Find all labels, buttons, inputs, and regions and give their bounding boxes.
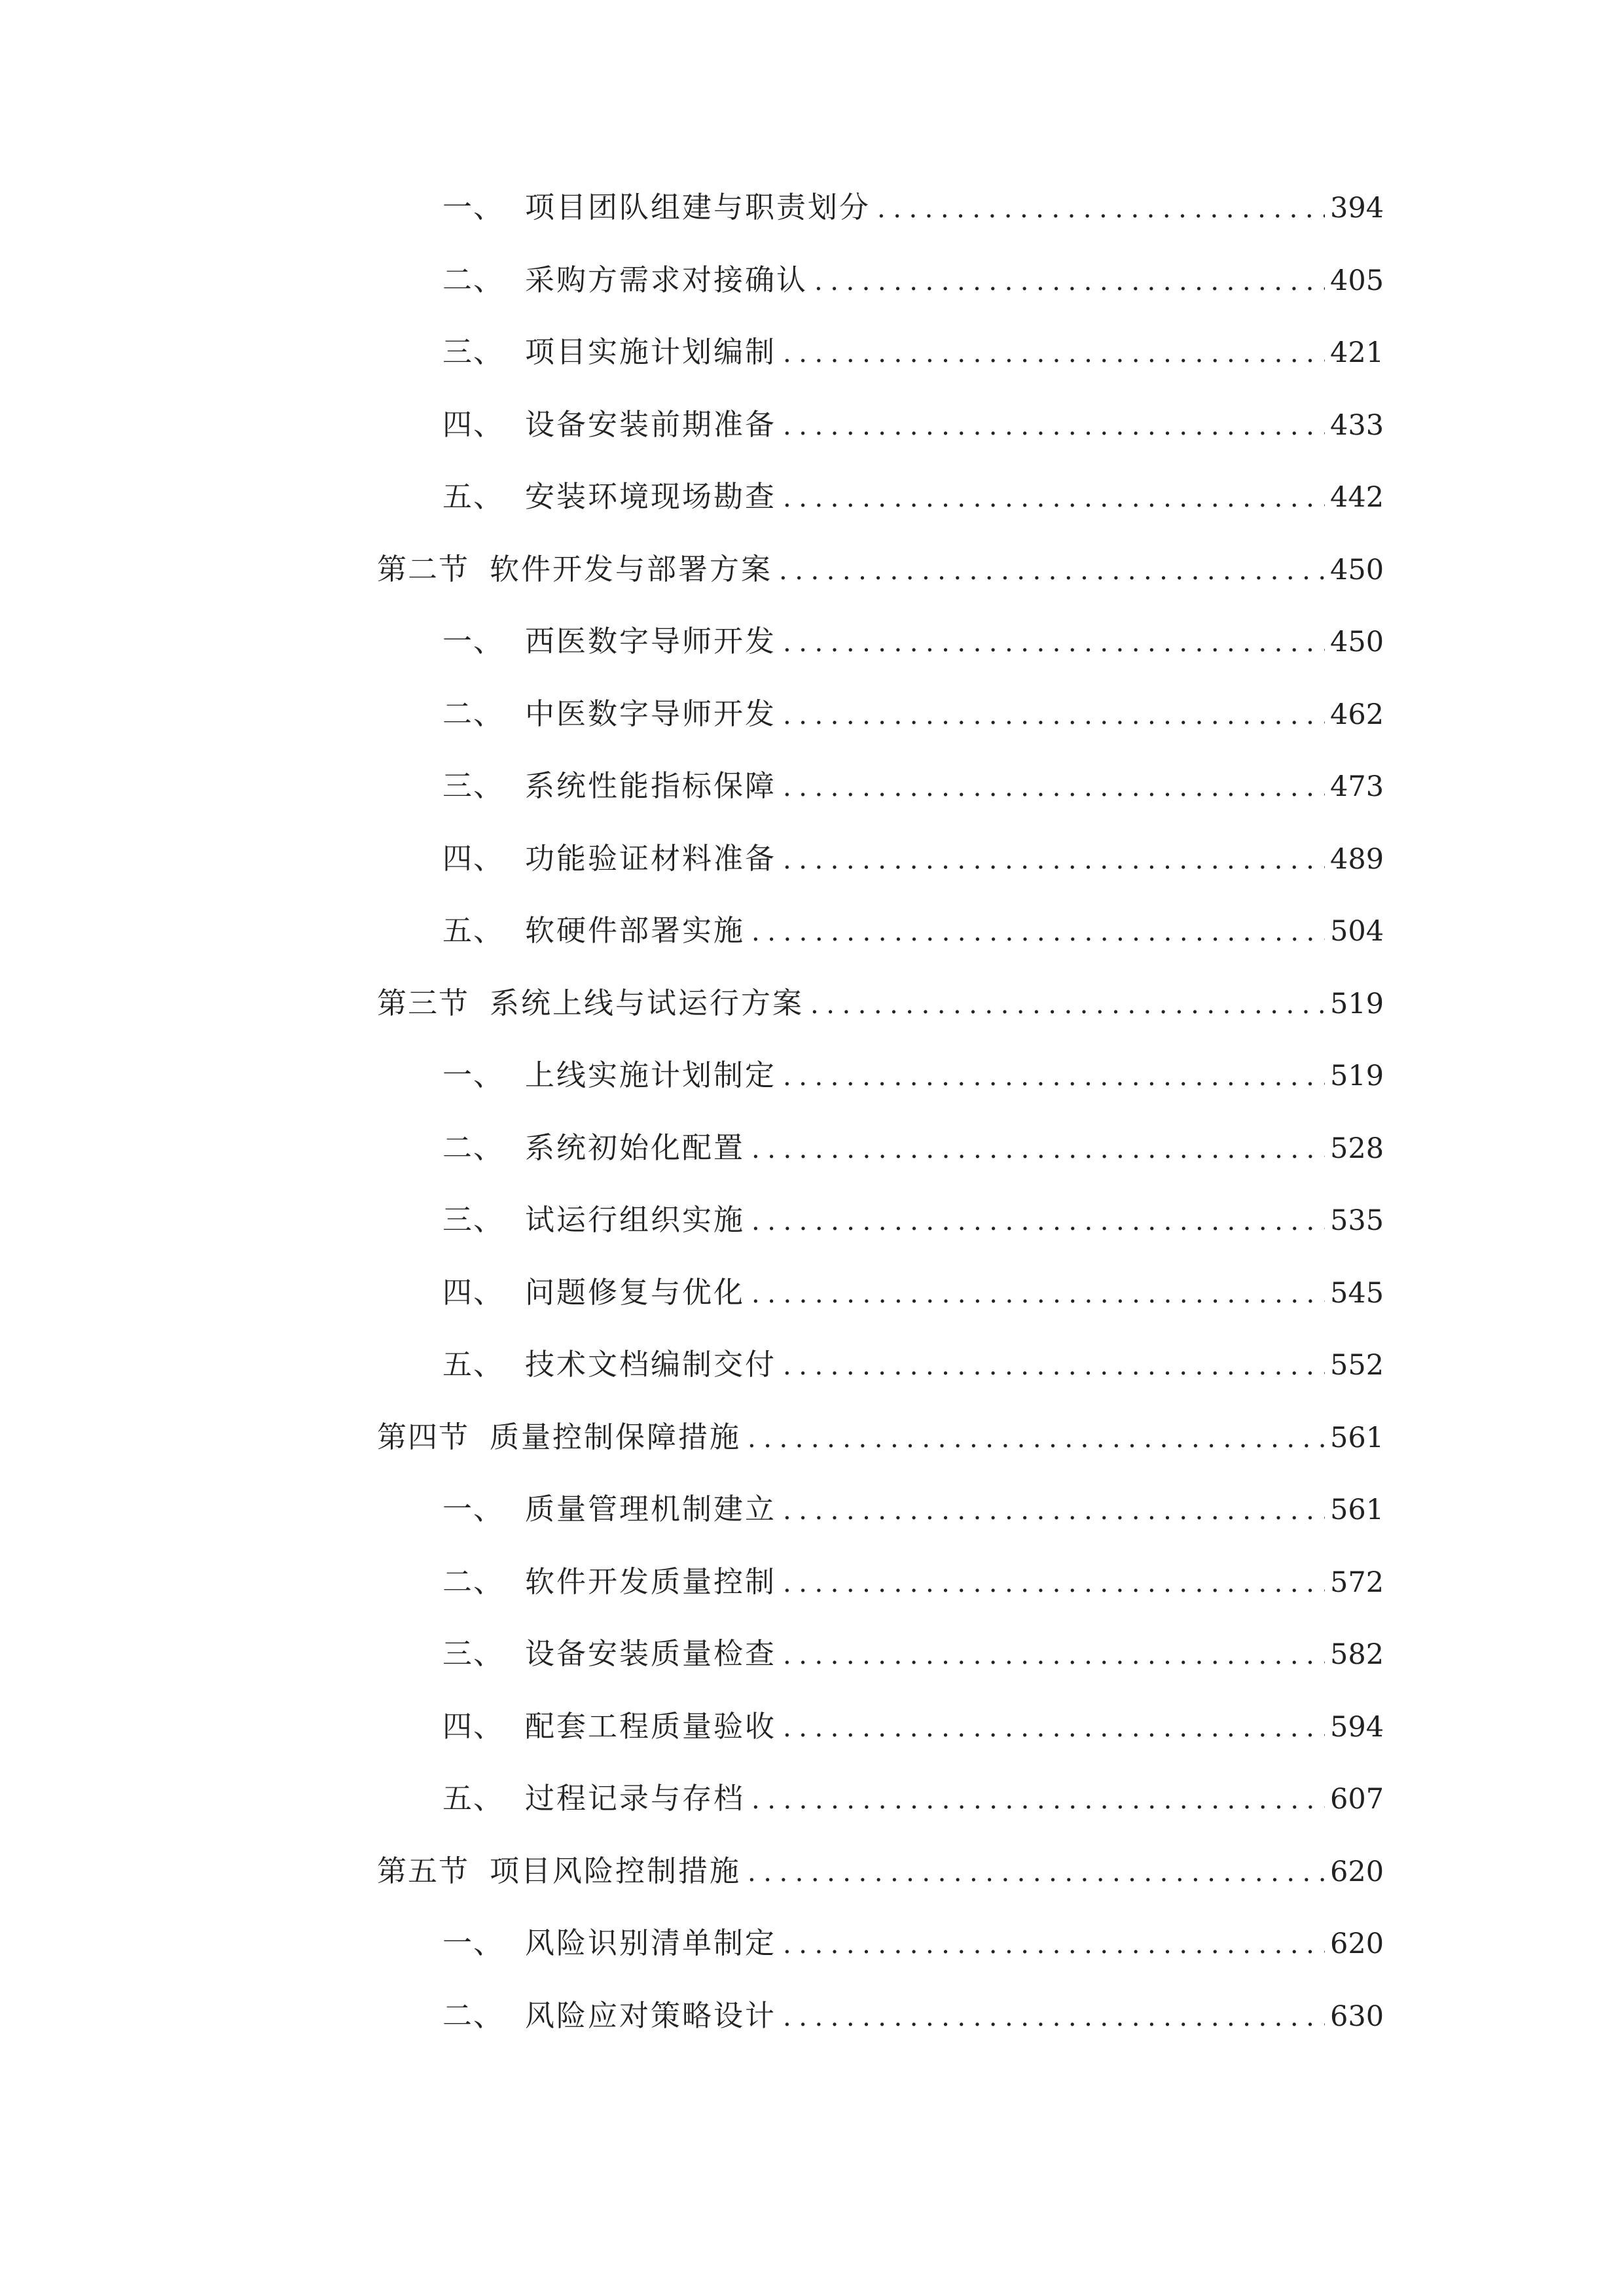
toc-entry-number: 四、 — [442, 840, 505, 876]
toc-entry-number: 五、 — [442, 1347, 505, 1382]
toc-subsection-entry[interactable] — [377, 264, 1382, 337]
toc-dot-leader — [783, 410, 1325, 442]
toc-dot-leader — [751, 1784, 1325, 1816]
toc-subsection-entry[interactable] — [377, 1708, 1384, 1784]
toc-dot-leader — [751, 916, 1325, 948]
toc-entry-number: 四、 — [442, 406, 505, 442]
toc-entry-title: 设备安装前期准备 — [525, 406, 777, 442]
toc-dot-leader — [783, 1061, 1325, 1092]
toc-entry-title: 功能验证材料准备 — [525, 840, 777, 876]
toc-subsection-entry[interactable] — [377, 1204, 1382, 1277]
toc-entry-page-number: 519 — [1330, 1060, 1384, 1092]
toc-dot-leader — [783, 482, 1325, 514]
toc-entry-number: 二、 — [442, 262, 505, 297]
toc-entry-page-number: 572 — [1330, 1566, 1384, 1599]
toc-subsection-entry[interactable] — [377, 1783, 1382, 1856]
toc-entry-title: 风险应对策略设计 — [525, 1998, 777, 2033]
toc-dot-leader — [877, 193, 1325, 224]
toc-entry-number: 五、 — [442, 1781, 505, 1816]
toc-entry-number: 第二节 — [377, 551, 470, 586]
toc-subsection-entry[interactable] — [377, 336, 1382, 409]
toc-entry-number: 三、 — [442, 1636, 505, 1671]
toc-dot-leader — [751, 1278, 1325, 1310]
toc-entry-page-number: 620 — [1330, 1855, 1384, 1888]
toc-entry-title: 西医数字导师开发 — [525, 624, 777, 658]
toc-dot-leader — [748, 1423, 1325, 1454]
toc-subsection-entry[interactable] — [377, 1349, 1382, 1422]
toc-entry-title: 项目团队组建与职责划分 — [525, 190, 871, 224]
toc-entry-title: 上线实施计划制定 — [525, 1058, 777, 1092]
toc-entry-title: 软件开发与部署方案 — [490, 551, 773, 586]
toc-entry-title: 过程记录与存档 — [525, 1781, 746, 1816]
toc-dot-leader — [814, 266, 1325, 297]
toc-dot-leader — [751, 1206, 1325, 1237]
toc-entry-page-number: 405 — [1330, 264, 1384, 297]
toc-dot-leader — [783, 1640, 1325, 1671]
toc-entry-title: 中医数字导师开发 — [525, 696, 777, 731]
toc-entry-number: 三、 — [442, 768, 505, 803]
toc-subsection-entry[interactable] — [377, 2000, 1382, 2073]
toc-entry-number: 一、 — [442, 1926, 505, 1960]
toc-entry-title: 质量管理机制建立 — [525, 1492, 777, 1526]
toc-entry-title: 问题修复与优化 — [525, 1274, 746, 1310]
toc-entry-title: 试运行组织实施 — [525, 1202, 746, 1237]
toc-subsection-entry[interactable] — [377, 770, 1382, 843]
toc-entry-title: 设备安装质量检查 — [525, 1636, 777, 1671]
toc-dot-leader — [783, 338, 1325, 369]
toc-entry-title: 质量控制保障措施 — [490, 1419, 742, 1454]
toc-entry-title: 系统上线与试运行方案 — [490, 985, 804, 1020]
toc-subsection-entry[interactable] — [377, 1566, 1382, 1639]
toc-dot-leader — [783, 627, 1325, 658]
toc-entry-number: 第三节 — [377, 985, 470, 1020]
toc-dot-leader — [810, 989, 1325, 1020]
toc-subsection-entry[interactable] — [377, 406, 1384, 482]
table-of-contents — [377, 192, 1382, 2072]
toc-entry-number: 一、 — [442, 190, 505, 224]
toc-entry-number: 三、 — [442, 334, 505, 369]
toc-subsection-entry[interactable] — [377, 1132, 1382, 1205]
toc-dot-leader — [783, 1350, 1325, 1382]
toc-dot-leader — [783, 700, 1325, 731]
toc-entry-title: 系统性能指标保障 — [525, 768, 777, 803]
toc-entry-title: 软硬件部署实施 — [525, 913, 746, 948]
toc-entry-number: 二、 — [442, 1998, 505, 2033]
toc-subsection-entry[interactable] — [377, 1928, 1382, 2000]
toc-entry-number: 一、 — [442, 624, 505, 658]
toc-entry-title: 软件开发质量控制 — [525, 1564, 777, 1599]
toc-dot-leader — [783, 1495, 1325, 1526]
toc-entry-page-number: 561 — [1330, 1494, 1384, 1526]
toc-dot-leader — [783, 772, 1325, 803]
toc-dot-leader — [783, 1568, 1325, 1599]
toc-dot-leader — [783, 2001, 1325, 2033]
toc-section-entry[interactable] — [377, 1853, 1384, 1928]
toc-entry-number: 一、 — [442, 1492, 505, 1526]
toc-entry-title: 配套工程质量验收 — [525, 1708, 777, 1744]
toc-entry-number: 四、 — [442, 1708, 505, 1744]
toc-subsection-entry[interactable] — [377, 915, 1382, 988]
toc-section-entry[interactable] — [377, 985, 1384, 1060]
toc-entry-page-number: 552 — [1330, 1349, 1384, 1382]
toc-entry-title: 项目风险控制措施 — [490, 1853, 742, 1888]
toc-dot-leader — [751, 1134, 1325, 1165]
toc-entry-number: 二、 — [442, 696, 505, 731]
toc-entry-page-number: 519 — [1330, 987, 1384, 1020]
toc-entry-number: 四、 — [442, 1274, 505, 1310]
toc-subsection-entry[interactable] — [377, 840, 1384, 916]
toc-entry-page-number: 433 — [1330, 408, 1384, 442]
toc-entry-number: 五、 — [442, 913, 505, 948]
toc-entry-number: 二、 — [442, 1130, 505, 1165]
toc-dot-leader — [783, 844, 1325, 876]
toc-entry-page-number: 594 — [1330, 1710, 1384, 1744]
toc-entry-title: 项目实施计划编制 — [525, 334, 777, 369]
toc-subsection-entry[interactable] — [377, 1638, 1382, 1711]
toc-dot-leader — [783, 1929, 1325, 1960]
toc-entry-page-number: 630 — [1330, 2000, 1384, 2033]
toc-section-entry[interactable] — [377, 1419, 1384, 1494]
toc-subsection-entry[interactable] — [377, 192, 1382, 264]
toc-section-entry[interactable] — [377, 551, 1384, 626]
toc-dot-leader — [779, 555, 1325, 586]
toc-entry-number: 五、 — [442, 479, 505, 514]
toc-entry-page-number: 620 — [1330, 1928, 1384, 1960]
toc-entry-title: 系统初始化配置 — [525, 1130, 746, 1165]
toc-entry-title: 风险识别清单制定 — [525, 1926, 777, 1960]
toc-subsection-entry[interactable] — [377, 626, 1382, 698]
toc-subsection-entry[interactable] — [377, 1274, 1384, 1350]
toc-entry-page-number: 473 — [1330, 770, 1384, 803]
toc-entry-number: 第五节 — [377, 1853, 470, 1888]
toc-entry-number: 二、 — [442, 1564, 505, 1599]
toc-entry-number: 三、 — [442, 1202, 505, 1237]
toc-entry-page-number: 607 — [1330, 1783, 1384, 1816]
toc-dot-leader — [783, 1712, 1325, 1744]
toc-entry-page-number: 545 — [1330, 1276, 1384, 1310]
toc-entry-number: 一、 — [442, 1058, 505, 1092]
toc-entry-title: 采购方需求对接确认 — [525, 262, 808, 297]
toc-entry-page-number: 421 — [1330, 336, 1384, 369]
toc-entry-title: 技术文档编制交付 — [525, 1347, 777, 1382]
toc-subsection-entry[interactable] — [377, 481, 1382, 554]
toc-entry-page-number: 504 — [1330, 915, 1384, 948]
toc-entry-page-number: 462 — [1330, 698, 1384, 731]
toc-entry-page-number: 450 — [1330, 626, 1384, 658]
toc-entry-page-number: 442 — [1330, 481, 1384, 514]
toc-subsection-entry[interactable] — [377, 1494, 1382, 1566]
toc-entry-page-number: 535 — [1330, 1204, 1384, 1237]
toc-entry-page-number: 561 — [1330, 1421, 1384, 1454]
toc-dot-leader — [748, 1857, 1325, 1888]
toc-entry-title: 安装环境现场勘查 — [525, 479, 777, 514]
toc-entry-page-number: 394 — [1330, 192, 1384, 224]
toc-entry-page-number: 528 — [1330, 1132, 1384, 1165]
toc-entry-number: 第四节 — [377, 1419, 470, 1454]
toc-entry-page-number: 582 — [1330, 1638, 1384, 1671]
toc-subsection-entry[interactable] — [377, 698, 1382, 771]
toc-subsection-entry[interactable] — [377, 1060, 1382, 1132]
toc-entry-page-number: 450 — [1330, 553, 1384, 586]
toc-entry-page-number: 489 — [1330, 842, 1384, 876]
